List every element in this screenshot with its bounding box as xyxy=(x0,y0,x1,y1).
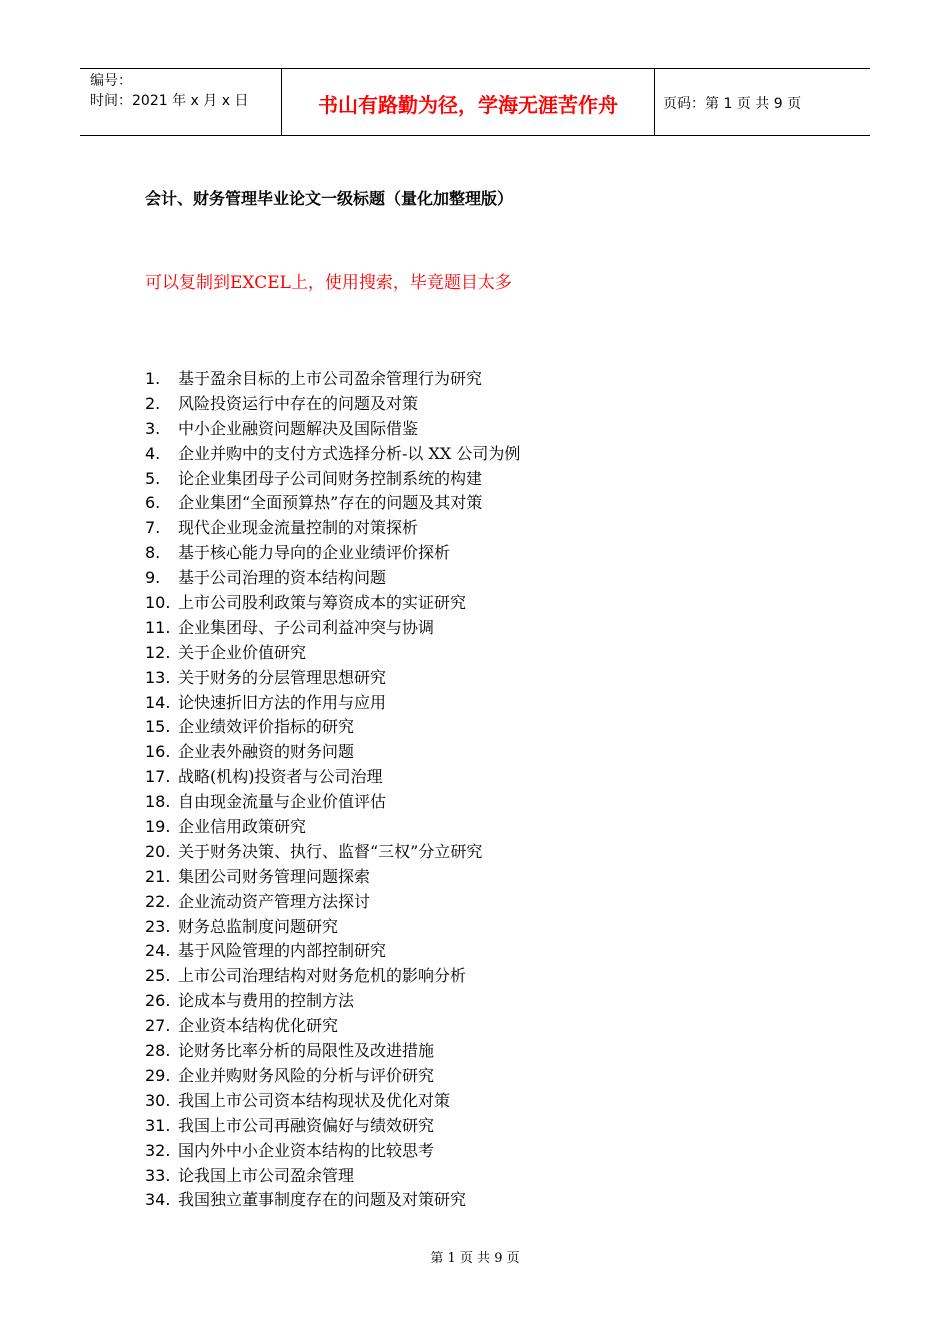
list-item xyxy=(145,516,520,541)
list-item-number: 13. xyxy=(145,667,171,687)
list-item xyxy=(145,715,520,740)
list-item xyxy=(145,691,520,716)
list-item xyxy=(145,367,520,392)
list-item-number: 16. xyxy=(145,742,171,762)
list-item-number: 1. xyxy=(145,369,161,388)
list-item-number: 34. xyxy=(145,1190,171,1210)
list-item-number: 12. xyxy=(145,642,171,662)
list-item-text: 论企业集团母子公司间财务控制系统的构建 xyxy=(178,468,483,488)
list-item xyxy=(145,915,520,940)
list-item xyxy=(145,467,520,492)
time-label: 时间：2021 年 x 月 x 日 xyxy=(90,93,249,109)
list-item-text: 集团公司财务管理问题探索 xyxy=(178,866,371,886)
list-item xyxy=(145,840,520,865)
list-item-text: 企业资本结构优化研究 xyxy=(178,1016,339,1036)
list-item-text: 论快速折旧方法的作用与应用 xyxy=(178,692,387,712)
list-item-text: 现代企业现金流量控制的对策探析 xyxy=(178,518,419,538)
list-item-number: 22. xyxy=(145,891,171,911)
list-item xyxy=(145,1188,520,1213)
list-item xyxy=(145,1164,520,1189)
list-item-text: 中小企业融资问题解决及国际借鉴 xyxy=(178,418,419,438)
list-item xyxy=(145,491,520,516)
list-item-number: 32. xyxy=(145,1140,171,1160)
list-item-number: 14. xyxy=(145,692,171,712)
list-item-number: 5. xyxy=(145,468,161,488)
list-item-number: 18. xyxy=(145,792,171,812)
list-item-text: 企业并购中的支付方式选择分析-以 XX 公司为例 xyxy=(178,443,521,463)
list-item-number: 25. xyxy=(145,966,171,986)
list-item-text: 我国上市公司资本结构现状及优化对策 xyxy=(178,1090,451,1110)
thesis-title-list xyxy=(145,367,520,1213)
list-item-number: 7. xyxy=(145,518,161,538)
list-item-number: 3. xyxy=(145,418,161,438)
list-item xyxy=(145,591,520,616)
list-item-text: 关于财务的分层管理思想研究 xyxy=(178,667,387,687)
list-item xyxy=(145,740,520,765)
list-item-number: 30. xyxy=(145,1090,171,1110)
list-item-text: 关于企业价值研究 xyxy=(178,642,307,662)
list-item-text: 企业集团“全面预算热”存在的问题及其对策 xyxy=(178,493,483,513)
list-item-text: 基于风险管理的内部控制研究 xyxy=(178,941,387,961)
list-item-number: 6. xyxy=(145,493,161,513)
list-item-text: 论我国上市公司盈余管理 xyxy=(178,1165,355,1185)
list-item-text: 上市公司治理结构对财务危机的影响分析 xyxy=(178,966,467,986)
list-item xyxy=(145,890,520,915)
list-item xyxy=(145,1064,520,1089)
list-item-text: 国内外中小企业资本结构的比较思考 xyxy=(178,1140,435,1160)
list-item-number: 28. xyxy=(145,1041,171,1061)
header-page-cell xyxy=(655,69,870,135)
list-item-text: 我国独立董事制度存在的问题及对策研究 xyxy=(178,1190,467,1210)
list-item-number: 19. xyxy=(145,817,171,837)
list-item-text: 企业集团母、子公司利益冲突与协调 xyxy=(178,617,435,637)
list-item-number: 27. xyxy=(145,1016,171,1036)
list-item-text: 我国上市公司再融资偏好与绩效研究 xyxy=(178,1115,435,1135)
list-item xyxy=(145,989,520,1014)
list-item-text: 论成本与费用的控制方法 xyxy=(178,991,355,1011)
list-item-number: 17. xyxy=(145,767,171,787)
list-item-number: 33. xyxy=(145,1165,171,1185)
page-header xyxy=(80,68,870,136)
list-item-text: 财务总监制度问题研究 xyxy=(178,916,339,936)
list-item-text: 关于财务决策、执行、监督“三权”分立研究 xyxy=(178,841,483,861)
list-item-number: 29. xyxy=(145,1065,171,1085)
list-item xyxy=(145,641,520,666)
list-item xyxy=(145,964,520,989)
list-item-text: 企业流动资产管理方法探讨 xyxy=(178,891,371,911)
header-motto: 书山有路勤为径，学海无涯苦作舟 xyxy=(318,92,618,117)
list-item-number: 24. xyxy=(145,941,171,961)
list-item xyxy=(145,566,520,591)
list-item-text: 基于核心能力导向的企业业绩评价探析 xyxy=(178,543,451,563)
header-meta-cell xyxy=(80,69,282,135)
header-motto-cell xyxy=(282,69,655,135)
list-item xyxy=(145,616,520,641)
list-item xyxy=(145,666,520,691)
list-item xyxy=(145,815,520,840)
list-item-text: 企业绩效评价指标的研究 xyxy=(178,717,355,737)
list-item xyxy=(145,1139,520,1164)
list-item-number: 11. xyxy=(145,617,171,637)
list-item-number: 26. xyxy=(145,991,171,1011)
list-item-text: 自由现金流量与企业价值评估 xyxy=(178,792,387,812)
list-item-number: 4. xyxy=(145,443,161,463)
list-item-text: 上市公司股利政策与筹资成本的实证研究 xyxy=(178,593,467,613)
list-item xyxy=(145,790,520,815)
list-item xyxy=(145,541,520,566)
list-item-text: 企业并购财务风险的分析与评价研究 xyxy=(178,1065,435,1085)
list-item xyxy=(145,1039,520,1064)
list-item-text: 企业表外融资的财务问题 xyxy=(178,742,355,762)
list-item-number: 20. xyxy=(145,841,171,861)
list-item xyxy=(145,417,520,442)
list-item xyxy=(145,765,520,790)
list-item-text: 战略(机构)投资者与公司治理 xyxy=(178,767,383,787)
list-item-number: 21. xyxy=(145,866,171,886)
list-item xyxy=(145,442,520,467)
list-item xyxy=(145,865,520,890)
list-item xyxy=(145,1114,520,1139)
document-note: 可以复制到EXCEL上，使用搜索，毕竟题目太多 xyxy=(145,273,512,293)
list-item xyxy=(145,939,520,964)
list-item xyxy=(145,392,520,417)
page-footer: 第 1 页 共 9 页 xyxy=(430,1251,520,1266)
list-item xyxy=(145,1089,520,1114)
header-page-label: 页码：第 1 页 共 9 页 xyxy=(663,96,802,112)
document-title: 会计、财务管理毕业论文一级标题（量化加整理版） xyxy=(145,189,514,208)
number-label: 编号： xyxy=(90,73,132,89)
list-item-text: 风险投资运行中存在的问题及对策 xyxy=(178,393,419,413)
list-item-number: 9. xyxy=(145,568,161,588)
list-item-number: 2. xyxy=(145,393,161,413)
list-item-number: 15. xyxy=(145,717,171,737)
list-item-text: 企业信用政策研究 xyxy=(178,817,307,837)
list-item-number: 23. xyxy=(145,916,171,936)
list-item-text: 基于盈余目标的上市公司盈余管理行为研究 xyxy=(178,369,483,388)
list-item-number: 8. xyxy=(145,543,161,563)
list-item-text: 基于公司治理的资本结构问题 xyxy=(178,568,387,588)
list-item xyxy=(145,1014,520,1039)
list-item-text: 论财务比率分析的局限性及改进措施 xyxy=(178,1041,435,1061)
list-item-number: 31. xyxy=(145,1115,171,1135)
list-item-number: 10. xyxy=(145,593,171,613)
